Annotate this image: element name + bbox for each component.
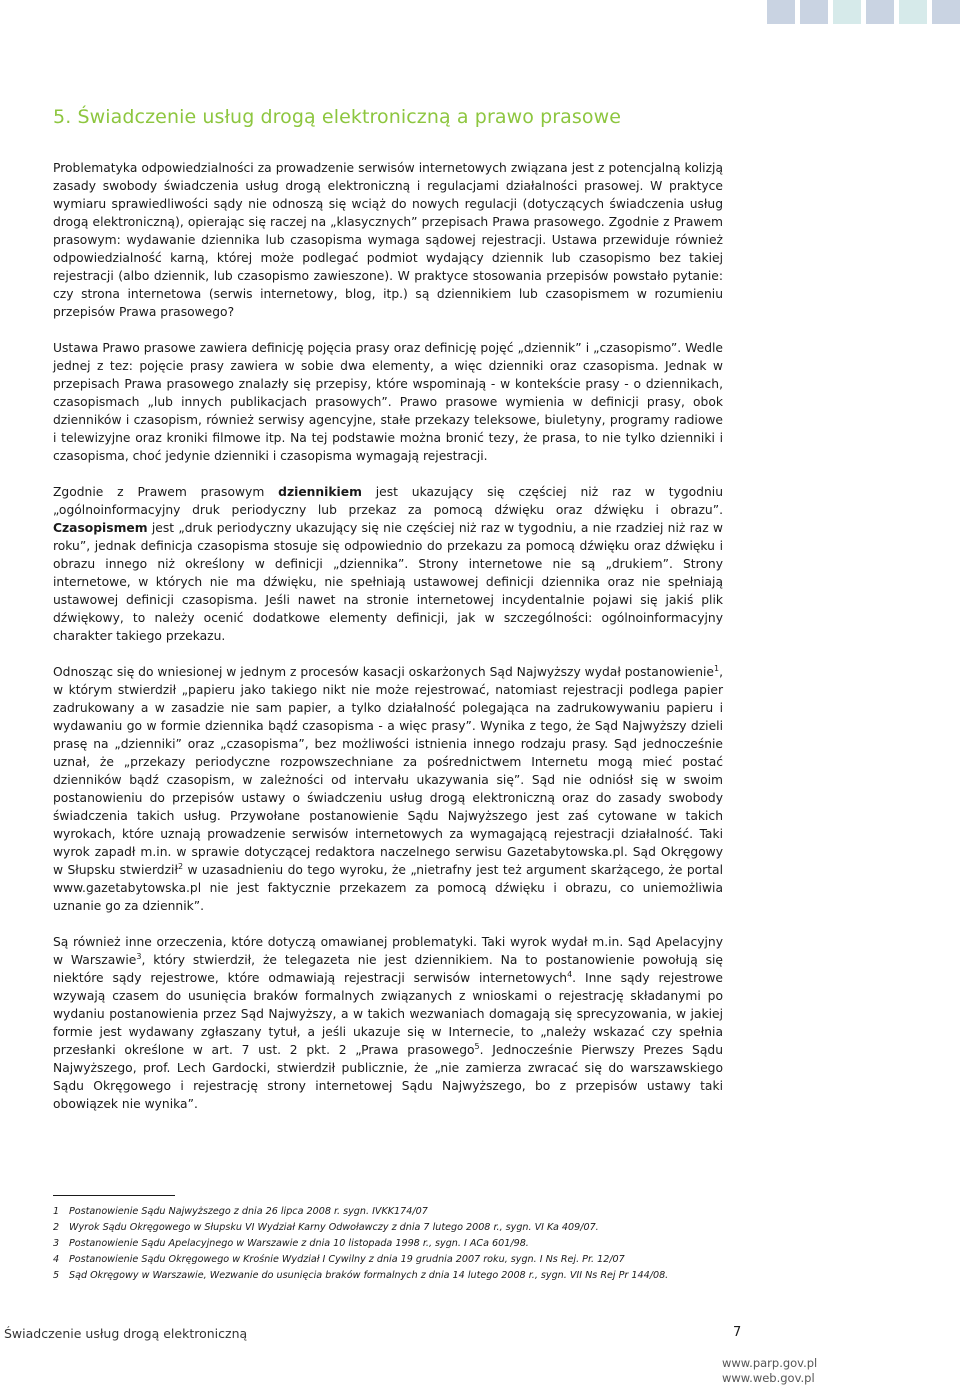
footnote-text: Sąd Okręgowy w Warszawie, Wezwanie do usunięcia braków formalnych z dnia 14 lutego 2008 r., sygn. VII Ns Rej Pr 144/08. xyxy=(69,1270,669,1281)
corner-decoration xyxy=(767,0,960,24)
text-run: . Inne sądy rejestrowe wzywają czasem do usunięcia braków formalnych związanych z wnioskami o rejestrację składanymi po wydaniu postanowienia przez Sąd Najwyższy, a w takich wezwaniach domagają się sprecyzowania, w jakiej formie jest wydawany zgłaszany tytuł, a jeśli ukazuje się w Internecie, to „należy wskazać czy spełnia przesłanki określone w art. 7 ust. 2 pkt. 2 „Prawa prasowego xyxy=(53,971,723,1057)
footer-url: www.parp.gov.pl xyxy=(722,1356,818,1370)
text-run: Problematyka odpowiedzialności za prowadzenie serwisów internetowych związana jest z potencjalną kolizją zasady swobody świadczenia usług drogą elektroniczną i regulacjami działalności prasowej. W praktyce wymiaru sprawiedliwości sądy nie odnoszą się wciąż do nowych regulacji (dotyczących świadczenia usług drogą elektroniczną), opierając się raczej na „klasycznych” przepisach Prawa prasowego. Zgodnie z Prawem prasowym: wydawanie dziennika lub czasopisma wymaga sądowej rejestracji. Ustawa przewiduje również odpowiedzialność karną, której może podlegać podmiot wydający dziennik lub czasopismo bez takiej rejestracji (albo dziennik, lub czasopismo zawieszone). W praktyce stosowania przepisów powstało pytanie: czy strona internetowa (serwis internetowy, blog, itp.) są dziennikiem lub czasopismem w rozumieniu przepisów Prawa prasowego? xyxy=(53,161,723,319)
deco-square xyxy=(833,0,861,24)
footnotes-list xyxy=(53,1204,713,1284)
text-run: Zgodnie z Prawem prasowym xyxy=(53,485,279,499)
deco-square xyxy=(932,0,960,24)
paragraph xyxy=(53,483,723,645)
page-number: 7 xyxy=(733,1325,742,1340)
footnote-divider xyxy=(53,1195,175,1196)
footnote-number: 3 xyxy=(53,1238,60,1249)
deco-square xyxy=(800,0,828,24)
footnote xyxy=(53,1220,713,1236)
footnote-ref: 4 xyxy=(567,969,573,979)
paragraph xyxy=(53,663,723,915)
footnote-number: 5 xyxy=(53,1270,60,1281)
footnote-ref: 5 xyxy=(474,1041,480,1051)
footer-urls xyxy=(722,1356,817,1386)
text-run: , w którym stwierdził „papieru jako takiego nikt nie może rejestrować, natomiast rejestracji podlega papier zadrukowany a w zasadzie nie sam papier, a tylko działalność polegająca na zadrukowywaniu papieru i wydawaniu go w formie dziennika bądź czasopisma - a więc prasy”. Wynika z tego, że Sąd Najwyższy dzieli prasę na „dzienniki” oraz „czasopisma”, bez możliwości istnienia innego rodzaju prasy. Sąd jednocześnie uznał, że „przekazy periodyczne rozpowszechniane za pośrednictwem Internetu mogą mieć postać dzienników bądź czasopism, w zależności od intervału ukazywania się”. Sąd nie odniósł się w swoim postanowieniu do przepisów ustawy o świadczeniu usług drogą elektroniczną oraz do zasady swobody świadczenia takich usług. Przywołane postanowienie Sądu Najwyższego jest zaś cytowane w takich wyrokach, które uznają prowadzenie serwisów internetowych za wymagającą rejestracji działalność. Taki wyrok zapadł m.in. w sprawie dotyczącej redaktora naczelnego serwisu Gazetabytowska.pl. Sąd Okręgowy w Słupsku stwierdził xyxy=(53,665,723,877)
deco-square xyxy=(899,0,927,24)
footnote-text: Postanowienie Sądu Apelacyjnego w Warszawie z dnia 10 listopada 1998 r., sygn. I ACa 601/98. xyxy=(69,1238,529,1249)
footnote-number: 2 xyxy=(53,1222,60,1233)
footnote-text: Postanowienie Sądu Najwyższego z dnia 26 lipca 2008 r. sygn. IVKK174/07 xyxy=(69,1206,428,1217)
footnote-ref: 2 xyxy=(177,861,184,871)
footnote xyxy=(53,1204,713,1220)
text-run: Ustawa Prawo prasowe zawiera definicję pojęcia prasy oraz definicję pojęć „dziennik” i „czasopismo”. Wedle jednej z tez: pojęcie prasy zawiera w sobie dwa elementy, a więc dzienniki oraz czasopisma. Jednak w przepisach Prawa prasowego znalazły się przepisy, które wspominają - w kontekście prasy - o dziennikach, czasopismach „lub innych publikacjach prasowych”. Prawo prasowe wymienia w definicji prasy, obok dzienników i czasopism, również serwisy agencyjne, stałe przekazy teleksowe, biuletyny, programy radiowe i telewizyjne oraz kroniki filmowe itp. Na tej podstawie można bronić tezy, że prasa, to nie tylko dzienniki i czasopisma, choć jedynie dzienniki i czasopisma wymagają rejestracji. xyxy=(53,341,723,463)
text-run: Są również inne orzeczenia, które dotyczą omawianej problematyki. Taki wyrok wydał m.in. Sąd Apelacyjny w Warszawie xyxy=(53,935,723,967)
bold-term: Czasopismem xyxy=(53,521,148,535)
footnote-number: 4 xyxy=(53,1254,60,1265)
footer-section-title: Świadczenie usług drogą elektroniczną xyxy=(4,1326,248,1341)
text-run: Odnosząc się do wniesionej w jednym z procesów kasacji oskarżonych Sąd Najwyższy wydał postanowienie xyxy=(53,665,714,679)
footnote-number: 1 xyxy=(53,1206,60,1217)
footnote-ref: 1 xyxy=(713,663,720,673)
footnote xyxy=(53,1236,713,1252)
text-run: jest „druk periodyczny ukazujący się nie częściej niż raz w tygodniu, a nie rzadziej niż raz w roku”, jednak definicja czasopisma stosuje się odpowiednio do przekazu za pomocą dźwięku oraz dźwięku i obrazu innego niż określony w definicji „dziennika”. Strony internetowe nie są „drukiem”. Strony internetowe, w których nie ma dźwięku, nie spełniają ustawowej definicji dziennika oraz nie spełniają ustawowej definicji czasopisma. Jeśli nawet na stronie internetowej incydentalnie pojawi się jakiś plik dźwiękowy, to należy ocenić dodatkowe elementy definicji, jak w szczególności: ogólnoinformacyjny charakter takiego przekazu. xyxy=(53,521,723,643)
footnote-ref: 3 xyxy=(136,951,142,961)
page-title: 5. Świadczenie usług drogą elektroniczną a prawo prasowe xyxy=(53,106,622,128)
paragraph xyxy=(53,339,723,465)
footer-url: www.web.gov.pl xyxy=(722,1371,815,1385)
paragraph xyxy=(53,933,723,1113)
body-text xyxy=(53,159,723,1131)
footnote-text: Wyrok Sądu Okręgowego w Słupsku VI Wydział Karny Odwoławczy z dnia 7 lutego 2008 r., sygn. VI Ka 409/07. xyxy=(69,1222,599,1233)
paragraph xyxy=(53,159,723,321)
text-run: . Jednocześnie Pierwszy Prezes Sądu Najwyższego, prof. Lech Gardocki, stwierdził publicznie, że „nie zamierza zwracać się do warszawskiego Sądu Okręgowego i rejestrację strony internetowej Sądu Najwyższego, bo z przepisów ustawy taki obowiązek nie wynika”. xyxy=(53,1043,723,1111)
deco-square xyxy=(767,0,795,24)
text-run: w uzasadnieniu do tego wyroku, że „nietrafny jest też argument skarżącego, że portal www.gazetabytowska.pl nie jest faktycznie przekazem za pomocą dźwięku i obrazu, co uniemożliwia uznanie go za dziennik”. xyxy=(53,863,723,913)
footnote-text: Postanowienie Sądu Okręgowego w Krośnie Wydział I Cywilny z dnia 19 grudnia 2007 roku, sygn. I Ns Rej. Pr. 12/07 xyxy=(69,1254,625,1265)
footnote xyxy=(53,1252,713,1268)
deco-square xyxy=(866,0,894,24)
bold-term: dziennikiem xyxy=(278,485,362,499)
text-run: , który stwierdził, że telegazeta nie jest dziennikiem. Na to postanowienie powołują się niektóre sądy rejestrowe, które odmawiają rejestracji serwisów internetowych xyxy=(53,953,723,985)
footnote xyxy=(53,1268,713,1284)
text-run: jest ukazujący się częściej niż raz w tygodniu „ogólnoinformacyjny druk periodyczny lub przekaz za pomocą dźwięku oraz dźwięku i obrazu”. xyxy=(53,485,723,517)
